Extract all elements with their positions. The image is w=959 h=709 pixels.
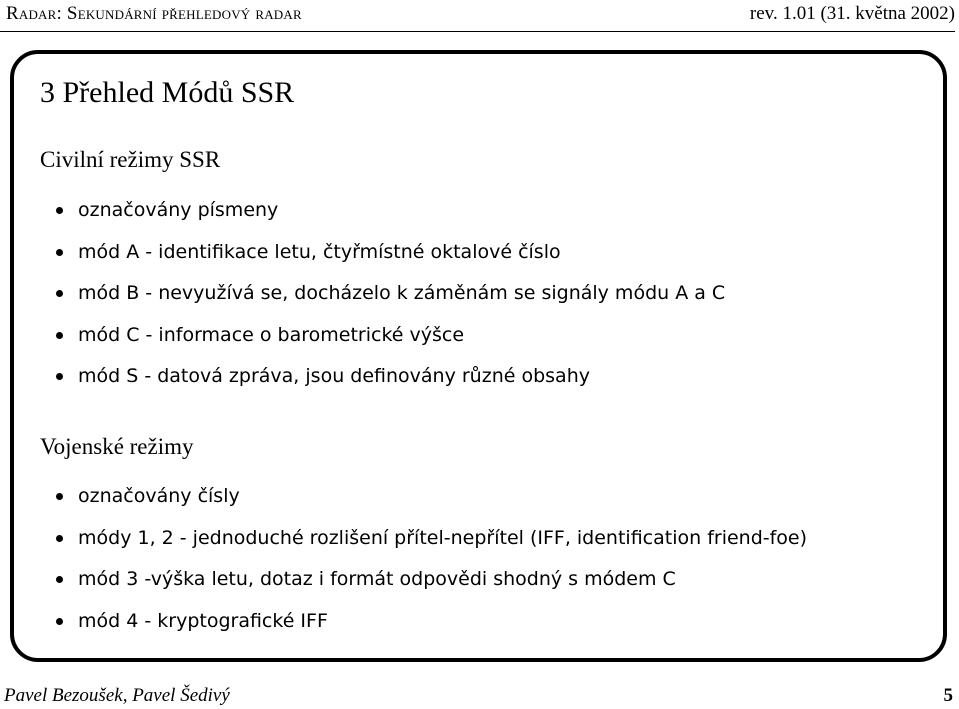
bullet-icon xyxy=(56,535,63,542)
list-item xyxy=(56,281,725,323)
bullet-icon xyxy=(56,618,63,625)
list-item-text: mód A - identifikace letu, čtyřmístné oktalové číslo xyxy=(78,240,561,263)
list-item-text: označovány písmeny xyxy=(78,199,279,221)
military-modes-list xyxy=(56,484,807,650)
civil-modes-list xyxy=(56,198,725,406)
civil-modes-heading: Civilní režimy SSR xyxy=(40,147,221,172)
header-title: Radar: Sekundární přehledový radar xyxy=(6,3,302,24)
page-number: 5 xyxy=(943,685,953,706)
list-item xyxy=(56,609,807,651)
list-item xyxy=(56,323,725,365)
military-modes-heading: Vojenské režimy xyxy=(40,434,194,459)
list-item-text: mód B - nevyužívá se, docházelo k záměnám se signály módu A a C xyxy=(78,282,726,304)
list-item xyxy=(56,364,725,406)
list-item-text: mód S - datová zpráva, jsou definovány různé obsahy xyxy=(78,365,590,387)
list-item xyxy=(56,484,807,526)
bullet-icon xyxy=(56,576,63,583)
bullet-icon xyxy=(56,249,63,256)
bullet-icon xyxy=(56,207,63,214)
list-item-text: mód 4 - kryptografické IFF xyxy=(78,609,328,632)
list-item-text: mód C - informace o barometrické výšce xyxy=(78,323,465,346)
page-header xyxy=(6,2,955,26)
footer-authors: Pavel Bezoušek, Pavel Šedivý xyxy=(4,685,230,706)
bullet-icon xyxy=(56,332,63,339)
list-item-text: označovány čísly xyxy=(78,485,240,507)
list-item-text: módy 1, 2 - jednoduché rozlišení přítel-nepřítel (IFF, identification friend-foe) xyxy=(78,526,808,549)
list-item xyxy=(56,240,725,282)
header-revision: rev. 1.01 (31. května 2002) xyxy=(749,3,955,24)
list-item xyxy=(56,198,725,240)
list-item-text: mód 3 -výška letu, dotaz i formát odpovědi shodný s módem C xyxy=(78,568,676,590)
bullet-icon xyxy=(56,290,63,297)
bullet-icon xyxy=(56,373,63,380)
list-item xyxy=(56,567,807,609)
bullet-icon xyxy=(56,493,63,500)
section-title: 3 Přehled Módů SSR xyxy=(40,76,295,109)
header-rule xyxy=(0,31,955,32)
list-item xyxy=(56,526,807,568)
